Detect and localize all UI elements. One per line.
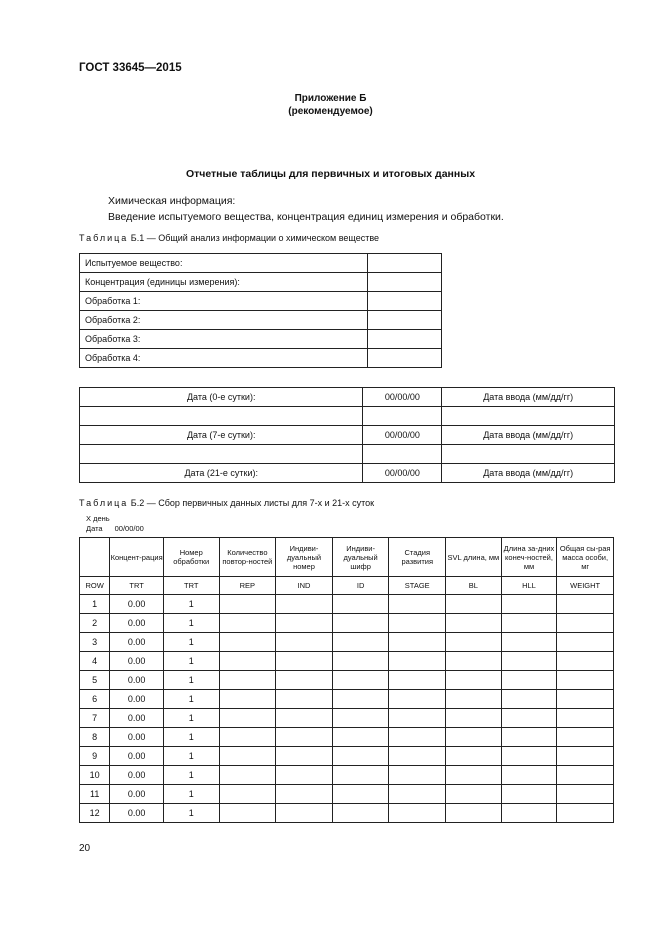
table2-caption <box>79 498 374 508</box>
entry-cell[interactable] <box>389 652 446 671</box>
table-row <box>80 292 442 311</box>
concentration-cell: 0.00 <box>110 709 164 728</box>
date-value: 00/00/00 <box>114 524 144 533</box>
table-cell <box>363 445 442 464</box>
entry-cell[interactable] <box>219 614 276 633</box>
date-label: Дата (7-е сутки): <box>80 426 363 445</box>
table-cell <box>363 407 442 426</box>
entry-cell[interactable] <box>332 633 389 652</box>
table1-caption <box>79 233 379 243</box>
entry-cell[interactable] <box>332 747 389 766</box>
entry-cell[interactable] <box>276 785 333 804</box>
table-cell <box>442 407 615 426</box>
appendix-subtitle: (рекомендуемое) <box>288 106 373 117</box>
entry-cell[interactable] <box>501 614 557 633</box>
treatment-cell: 1 <box>163 728 219 747</box>
entry-cell[interactable] <box>501 785 557 804</box>
concentration-cell: 0.00 <box>110 595 164 614</box>
concentration-cell: 0.00 <box>110 766 164 785</box>
entry-cell[interactable] <box>557 804 614 823</box>
entry-cell[interactable] <box>446 614 502 633</box>
entry-cell[interactable] <box>276 595 333 614</box>
primary-data-table <box>79 537 614 823</box>
entry-cell[interactable] <box>332 652 389 671</box>
entry-cell[interactable] <box>332 804 389 823</box>
row-number-cell: 10 <box>80 766 110 785</box>
date-line <box>86 524 144 534</box>
entry-cell[interactable] <box>389 728 446 747</box>
table-cell: Обработка 2: <box>80 311 368 330</box>
entry-cell[interactable] <box>219 804 276 823</box>
entry-cell[interactable] <box>501 804 557 823</box>
table-cell <box>442 445 615 464</box>
column-title: Индиви-дуальный шифр <box>332 538 389 577</box>
column-title <box>80 538 110 577</box>
concentration-cell: 0.00 <box>110 633 164 652</box>
column-key: BL <box>446 577 502 595</box>
column-key: REP <box>219 577 276 595</box>
entry-cell[interactable] <box>276 728 333 747</box>
day-date-label <box>86 514 144 534</box>
row-number-cell: 5 <box>80 671 110 690</box>
entry-cell[interactable] <box>276 709 333 728</box>
entry-cell[interactable] <box>557 690 614 709</box>
table1-caption-prefix: Таблица <box>79 233 129 243</box>
entry-cell[interactable] <box>501 728 557 747</box>
column-key: HLL <box>501 577 557 595</box>
entry-cell[interactable] <box>557 671 614 690</box>
entry-cell[interactable] <box>446 671 502 690</box>
key-row <box>80 577 614 595</box>
table-row <box>80 652 614 671</box>
row-number-cell: 11 <box>80 785 110 804</box>
entry-cell[interactable] <box>501 709 557 728</box>
page-number: 20 <box>79 843 91 854</box>
entry-cell[interactable] <box>557 709 614 728</box>
table-row <box>80 709 614 728</box>
table-row <box>80 330 442 349</box>
table-row <box>80 728 614 747</box>
entry-cell[interactable] <box>446 709 502 728</box>
entry-cell[interactable] <box>332 709 389 728</box>
concentration-cell: 0.00 <box>110 690 164 709</box>
entry-cell[interactable] <box>501 595 557 614</box>
column-title: Концент-рация <box>110 538 164 577</box>
treatment-cell: 1 <box>163 633 219 652</box>
entry-cell[interactable] <box>446 633 502 652</box>
treatment-cell: 1 <box>163 747 219 766</box>
data-rows <box>80 595 614 823</box>
dates-table <box>79 387 615 483</box>
row-number-cell: 9 <box>80 747 110 766</box>
entry-cell[interactable] <box>276 747 333 766</box>
value-cell[interactable] <box>368 273 442 292</box>
table-row <box>80 388 615 407</box>
table-cell: Испытуемое вещество: <box>80 254 368 273</box>
table-cell: Концентрация (единицы измерения): <box>80 273 368 292</box>
entry-cell[interactable] <box>219 633 276 652</box>
entry-cell[interactable] <box>446 595 502 614</box>
entry-cell[interactable] <box>332 671 389 690</box>
date-entry-hint: Дата ввода (мм/дд/гг) <box>442 426 615 445</box>
entry-cell[interactable] <box>276 633 333 652</box>
entry-cell[interactable] <box>389 747 446 766</box>
date-entry-hint: Дата ввода (мм/дд/гг) <box>442 388 615 407</box>
concentration-cell: 0.00 <box>110 785 164 804</box>
entry-cell[interactable] <box>332 766 389 785</box>
entry-cell[interactable] <box>332 614 389 633</box>
entry-cell[interactable] <box>389 633 446 652</box>
column-title: Номер обработки <box>163 538 219 577</box>
treatment-cell: 1 <box>163 671 219 690</box>
table-row <box>80 349 442 368</box>
column-key: TRT <box>163 577 219 595</box>
column-title: Индиви-дуальный номер <box>276 538 333 577</box>
row-number-cell: 12 <box>80 804 110 823</box>
table-cell: Обработка 4: <box>80 349 368 368</box>
entry-cell[interactable] <box>219 728 276 747</box>
table-row <box>80 464 615 483</box>
treatment-cell: 1 <box>163 766 219 785</box>
entry-cell[interactable] <box>446 728 502 747</box>
table-cell: Обработка 3: <box>80 330 368 349</box>
entry-cell[interactable] <box>389 671 446 690</box>
entry-cell[interactable] <box>219 595 276 614</box>
table-row <box>80 766 614 785</box>
entry-cell[interactable] <box>446 766 502 785</box>
treatment-cell: 1 <box>163 785 219 804</box>
entry-cell[interactable] <box>389 709 446 728</box>
treatment-cell: 1 <box>163 595 219 614</box>
value-cell[interactable] <box>368 349 442 368</box>
entry-cell[interactable] <box>557 614 614 633</box>
value-cell[interactable] <box>368 254 442 273</box>
concentration-cell: 0.00 <box>110 747 164 766</box>
entry-cell[interactable] <box>276 652 333 671</box>
table-row <box>80 595 614 614</box>
entry-cell[interactable] <box>446 747 502 766</box>
entry-cell[interactable] <box>219 671 276 690</box>
table-row <box>80 614 614 633</box>
entry-cell[interactable] <box>446 804 502 823</box>
entry-cell[interactable] <box>332 785 389 804</box>
entry-cell[interactable] <box>276 671 333 690</box>
entry-cell[interactable] <box>501 747 557 766</box>
column-key: STAGE <box>389 577 446 595</box>
value-cell[interactable] <box>368 311 442 330</box>
table2-caption-prefix: Таблица <box>79 498 129 508</box>
appendix-heading <box>0 92 661 118</box>
entry-cell[interactable] <box>501 633 557 652</box>
chem-info-line1: Химическая информация: <box>108 195 236 207</box>
entry-cell[interactable] <box>332 690 389 709</box>
entry-cell[interactable] <box>389 804 446 823</box>
table-cell <box>80 407 363 426</box>
entry-cell[interactable] <box>332 728 389 747</box>
entry-cell[interactable] <box>557 652 614 671</box>
entry-cell[interactable] <box>276 766 333 785</box>
concentration-cell: 0.00 <box>110 671 164 690</box>
entry-cell[interactable] <box>219 709 276 728</box>
treatment-cell: 1 <box>163 804 219 823</box>
entry-cell[interactable] <box>501 690 557 709</box>
entry-cell[interactable] <box>276 690 333 709</box>
table2-caption-text: Б.2 — Сбор первичных данных листы для 7-х и 21-х суток <box>128 498 375 508</box>
table-row <box>80 747 614 766</box>
column-key: WEIGHT <box>557 577 614 595</box>
row-number-cell: 8 <box>80 728 110 747</box>
table1-caption-text: Б.1 — Общий анализ информации о химическом веществе <box>128 233 380 243</box>
entry-cell[interactable] <box>557 633 614 652</box>
column-title: SVL длина, мм <box>446 538 502 577</box>
column-title: Стадия развития <box>389 538 446 577</box>
entry-cell[interactable] <box>389 614 446 633</box>
treatment-cell: 1 <box>163 652 219 671</box>
column-key: IND <box>276 577 333 595</box>
header-row <box>80 538 614 577</box>
entry-cell[interactable] <box>501 766 557 785</box>
entry-cell[interactable] <box>446 785 502 804</box>
column-key: TRT <box>110 577 164 595</box>
entry-cell[interactable] <box>332 595 389 614</box>
entry-cell[interactable] <box>219 652 276 671</box>
column-key: ID <box>332 577 389 595</box>
date-label: Дата <box>86 524 103 533</box>
entry-cell[interactable] <box>557 747 614 766</box>
date-value: 00/00/00 <box>363 464 442 483</box>
chem-info-line2: Введение испытуемого вещества, концентрация единиц измерения и обработки. <box>108 211 504 223</box>
date-value: 00/00/00 <box>363 426 442 445</box>
table-row <box>80 785 614 804</box>
concentration-cell: 0.00 <box>110 614 164 633</box>
chemical-info-table <box>79 253 442 368</box>
entry-cell[interactable] <box>446 690 502 709</box>
column-title: Количество повтор-ностей <box>219 538 276 577</box>
entry-cell[interactable] <box>389 690 446 709</box>
entry-cell[interactable] <box>501 671 557 690</box>
date-entry-hint: Дата ввода (мм/дд/гг) <box>442 464 615 483</box>
entry-cell[interactable] <box>557 766 614 785</box>
table-row <box>80 273 442 292</box>
entry-cell[interactable] <box>219 690 276 709</box>
row-number-cell: 1 <box>80 595 110 614</box>
entry-cell[interactable] <box>389 766 446 785</box>
table-row <box>80 407 615 426</box>
table-row <box>80 426 615 445</box>
date-label: Дата (21-е сутки): <box>80 464 363 483</box>
treatment-cell: 1 <box>163 709 219 728</box>
column-title: Длина за-дних конеч-ностей, мм <box>501 538 557 577</box>
chem-info <box>108 193 504 225</box>
column-title: Общая сы-рая масса особи, мг <box>557 538 614 577</box>
entry-cell[interactable] <box>557 785 614 804</box>
table-cell <box>80 445 363 464</box>
value-cell[interactable] <box>368 292 442 311</box>
concentration-cell: 0.00 <box>110 652 164 671</box>
table-row <box>80 690 614 709</box>
table-row <box>80 311 442 330</box>
entry-cell[interactable] <box>501 652 557 671</box>
entry-cell[interactable] <box>219 766 276 785</box>
table-cell: Обработка 1: <box>80 292 368 311</box>
table-row <box>80 633 614 652</box>
row-number-cell: 2 <box>80 614 110 633</box>
entry-cell[interactable] <box>389 785 446 804</box>
column-key: ROW <box>80 577 110 595</box>
entry-cell[interactable] <box>389 595 446 614</box>
treatment-cell: 1 <box>163 690 219 709</box>
appendix-title: Приложение Б <box>294 93 367 104</box>
row-number-cell: 4 <box>80 652 110 671</box>
table-row <box>80 254 442 273</box>
row-number-cell: 3 <box>80 633 110 652</box>
day-label: X день <box>86 514 110 523</box>
row-number-cell: 6 <box>80 690 110 709</box>
entry-cell[interactable] <box>276 804 333 823</box>
table-row <box>80 671 614 690</box>
document-header: ГОСТ 33645—2015 <box>79 62 182 74</box>
row-number-cell: 7 <box>80 709 110 728</box>
date-label: Дата (0-е сутки): <box>80 388 363 407</box>
table-row <box>80 445 615 464</box>
entry-cell[interactable] <box>219 747 276 766</box>
entry-cell[interactable] <box>557 728 614 747</box>
section-title: Отчетные таблицы для первичных и итоговых данных <box>185 168 476 180</box>
date-value: 00/00/00 <box>363 388 442 407</box>
treatment-cell: 1 <box>163 614 219 633</box>
entry-cell[interactable] <box>219 785 276 804</box>
entry-cell[interactable] <box>276 614 333 633</box>
concentration-cell: 0.00 <box>110 728 164 747</box>
entry-cell[interactable] <box>446 652 502 671</box>
table-row <box>80 804 614 823</box>
concentration-cell: 0.00 <box>110 804 164 823</box>
entry-cell[interactable] <box>557 595 614 614</box>
value-cell[interactable] <box>368 330 442 349</box>
